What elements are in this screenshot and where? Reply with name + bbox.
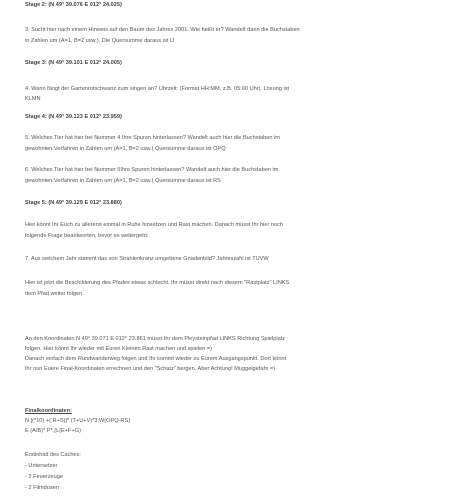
cache-contents-heading: Erstinhalt des Caches: bbox=[25, 452, 81, 458]
coordinates-note-line-4: Ihr nun Euere Final-Koordinaten errechnen und den "Schatz" bergen. Aber Achtung! Muggelgefahr =) bbox=[25, 366, 276, 372]
cache-item-2: - 2 Feuerzeuge bbox=[25, 474, 63, 480]
question-3-line-1: 3. Sucht hier nach einem Hinweis auf den Baum des Jahres 2001. Wie heißt er? Wandelt dann die Buchstaben bbox=[25, 27, 300, 33]
final-coordinates-heading: Finalkoordinaten: bbox=[25, 408, 72, 414]
cache-item-1: - Untersetzer bbox=[25, 463, 58, 469]
coordinates-note-line-3: Danach einfach dem Rundwanderweg folgen und Ihr kommt wieder zu Eurem Ausgangspunkt. Dort könnt bbox=[25, 356, 287, 362]
question-4-line-1: 4. Wann fängt der Gartenrotschwanz zum singen an? Uhrzeit: (Format HH:MM, z.B. 05:00 Uhr). Lösung ist bbox=[25, 86, 290, 92]
path-note-line-2: dem Pfad weiter folgen. bbox=[25, 291, 84, 297]
question-6-line-1: 6. Welches Tier hat hier bei Nummer 5Ihre Spuren hinterlassen? Wandelt auch hier die Buchstaben im bbox=[25, 167, 279, 173]
question-6-line-2: gewohnten Verfahren in Zahlen um (A=1, B=2 usw.) Quersumme daraus ist RS bbox=[25, 178, 221, 184]
stage2-heading: Stage 2: (N 49° 39.076 E 012° 24.025) bbox=[25, 2, 122, 8]
stage5-text-line-1: Hier könnt Ihr Euch zu allererst einmal in Ruhe hinsetzen und Rast machen. Danach müsst Ihr hier noch bbox=[25, 222, 284, 228]
final-coordinate-east: E (A/B)* P*,(L(E+F+G) bbox=[25, 428, 81, 434]
question-5-line-1: 5. Welches Tier hat hier bei Nummer 4 Ihre Spuren hinterlassen? Wandelt auch hier die Buchstaben im bbox=[25, 135, 280, 141]
coordinates-note-line-1: An den Koordinaten N 49° 39.071 E 012° 23.861 müsst Ihr dem Pleysteinpfad LINKS Richtung Spielplatz bbox=[25, 336, 286, 342]
stage4-heading: Stage 4: (N 49° 39.123 E 012° 23.959) bbox=[25, 114, 122, 120]
path-note-line-1: Hier ist jetzt die Beschilderung des Pfades etwas schlecht. Ihr müsst direkt nach diesem "Rastplatz" LINKS bbox=[25, 280, 290, 286]
question-3-line-2: in Zahlen um (A=1, B=2 usw.). Die Quersumme daraus ist IJ bbox=[25, 38, 175, 44]
question-4-line-2: KLMN bbox=[25, 96, 41, 102]
question-5-line-2: gewohnten Verfahren in Zahlen um (A=1, B=2 usw.) Quersumme daraus ist OPQ bbox=[25, 146, 226, 152]
stage3-heading: Stage 3: (N 49° 39.101 E 012° 24.005) bbox=[25, 60, 122, 66]
coordinates-note-line-2: folgen. Hier könnt Ihr wieder mit Euren Kleinen Rast machen und spielen =) bbox=[25, 346, 213, 352]
stage5-heading: Stage 5: (N 49° 39.129 E 012° 23.880) bbox=[25, 200, 122, 206]
stage5-text-line-2: folgende Frage beantworten, bevor es weitergeht: bbox=[25, 233, 149, 239]
final-coordinate-north: N [(*10) +( R+S)]* (T+U+V)*3;W(OPQ-RS) bbox=[25, 418, 131, 424]
question-7: 7. Aus welchem Jahr stammt das von Strahlenkranz umgebene Gnadenbild? Jahreszahl ist TUVW bbox=[25, 256, 269, 262]
cache-item-3: - 2 Filmdosen bbox=[25, 485, 59, 491]
